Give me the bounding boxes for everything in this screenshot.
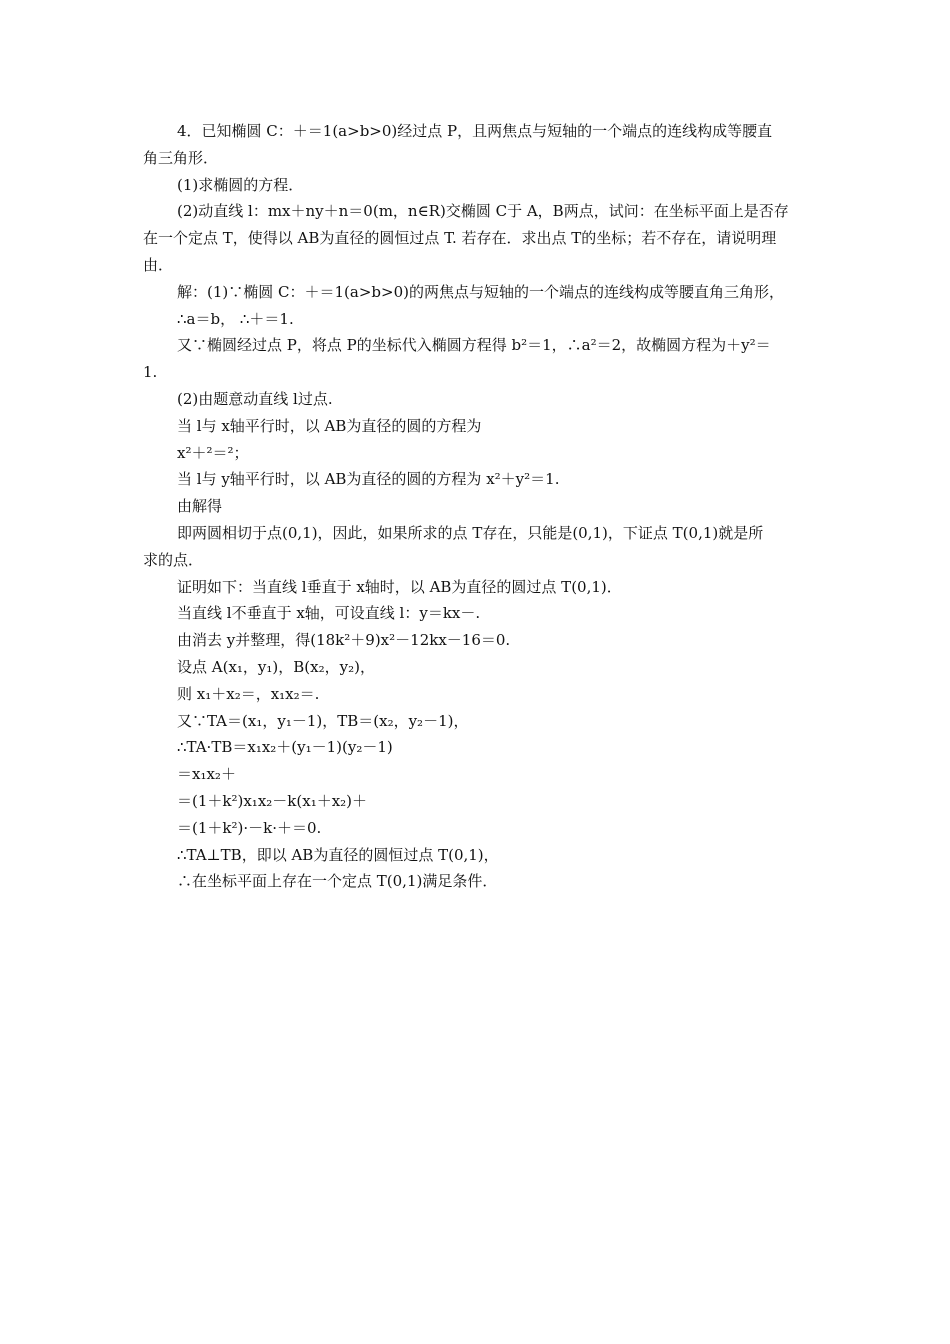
text-line: 证明如下：当直线 l垂直于 x轴时，以 AB为直径的圆过点 T(0,1)． xyxy=(177,577,622,596)
text-line: 即两圆相切于点(0,1)，因此，如果所求的点 T存在，只能是(0,1)，下证点 T(0,1)就是所 xyxy=(177,523,764,542)
text-line: (1)求椭圆的方程． xyxy=(177,175,304,194)
text-line: ＝(1＋k²)·－k·＋＝0. xyxy=(177,818,322,837)
text-line: ∴在坐标平面上存在一个定点 T(0,1)满足条件． xyxy=(177,872,498,891)
text-line: 在一个定点 T，使得以 AB为直径的圆恒过点 T. 若存在．求出点 T的坐标；若不存在，请说明理 xyxy=(143,229,777,248)
text-line: 又∵TA＝(x₁，y₁－1)，TB＝(x₂，y₂－1)， xyxy=(177,711,469,730)
text-line: 设点 A(x₁，y₁)，B(x₂，y₂)， xyxy=(177,657,375,676)
text-line: 当直线 l不垂直于 x轴，可设直线 l：y＝kx－. xyxy=(177,604,481,623)
text-line: 角三角形． xyxy=(143,148,219,167)
text-line: ∴TA⊥TB，即以 AB为直径的圆恒过点 T(0,1)， xyxy=(177,845,499,864)
text-line: (2)由题意动直线 l过点. xyxy=(177,389,333,408)
text-line: x²＋²＝²； xyxy=(177,443,249,462)
text-line: 则 x₁＋x₂＝，x₁x₂＝. xyxy=(177,684,320,703)
text-line: ∴TA·TB＝x₁x₂＋(y₁－1)(y₂－1) xyxy=(177,738,393,757)
text-line: 求的点． xyxy=(143,550,204,569)
text-line: 又∵椭圆经过点 P，将点 P的坐标代入椭圆方程得 b²＝1，∴a²＝2，故椭圆方程为＋y²＝ xyxy=(177,336,771,355)
text-line: ＝x₁x₂＋ xyxy=(177,765,236,784)
text-line: 由． xyxy=(143,255,174,274)
text-line: 由消去 y并整理，得(18k²＋9)x²－12kx－16＝0. xyxy=(177,631,511,650)
text-line: 4．已知椭圆 C：＋＝1(a>b>0)经过点 P，且两焦点与短轴的一个端点的连线构成等腰直 xyxy=(177,122,773,140)
text-line: 当 l与 y轴平行时，以 AB为直径的圆的方程为 x²＋y²＝1. xyxy=(177,470,560,489)
text-line: ＝(1＋k²)x₁x₂－k(x₁＋x₂)＋ xyxy=(177,791,368,810)
text-line: 由解得 xyxy=(177,497,223,516)
text-line: 解：(1)∵椭圆 C：＋＝1(a>b>0)的两焦点与短轴的一个端点的连线构成等腰直角三角形， xyxy=(177,282,784,301)
text-line: 1. xyxy=(143,363,158,382)
text-line: (2)动直线 l：mx＋ny＋n＝0(m，n∈R)交椭圆 C于 A，B两点，试问：在坐标平面上是否存 xyxy=(177,202,789,221)
text-line: 当 l与 x轴平行时，以 AB为直径的圆的方程为 xyxy=(177,416,482,435)
text-line: ∴a＝b， ∴＋＝1. xyxy=(177,309,294,328)
document-body xyxy=(0,118,950,895)
